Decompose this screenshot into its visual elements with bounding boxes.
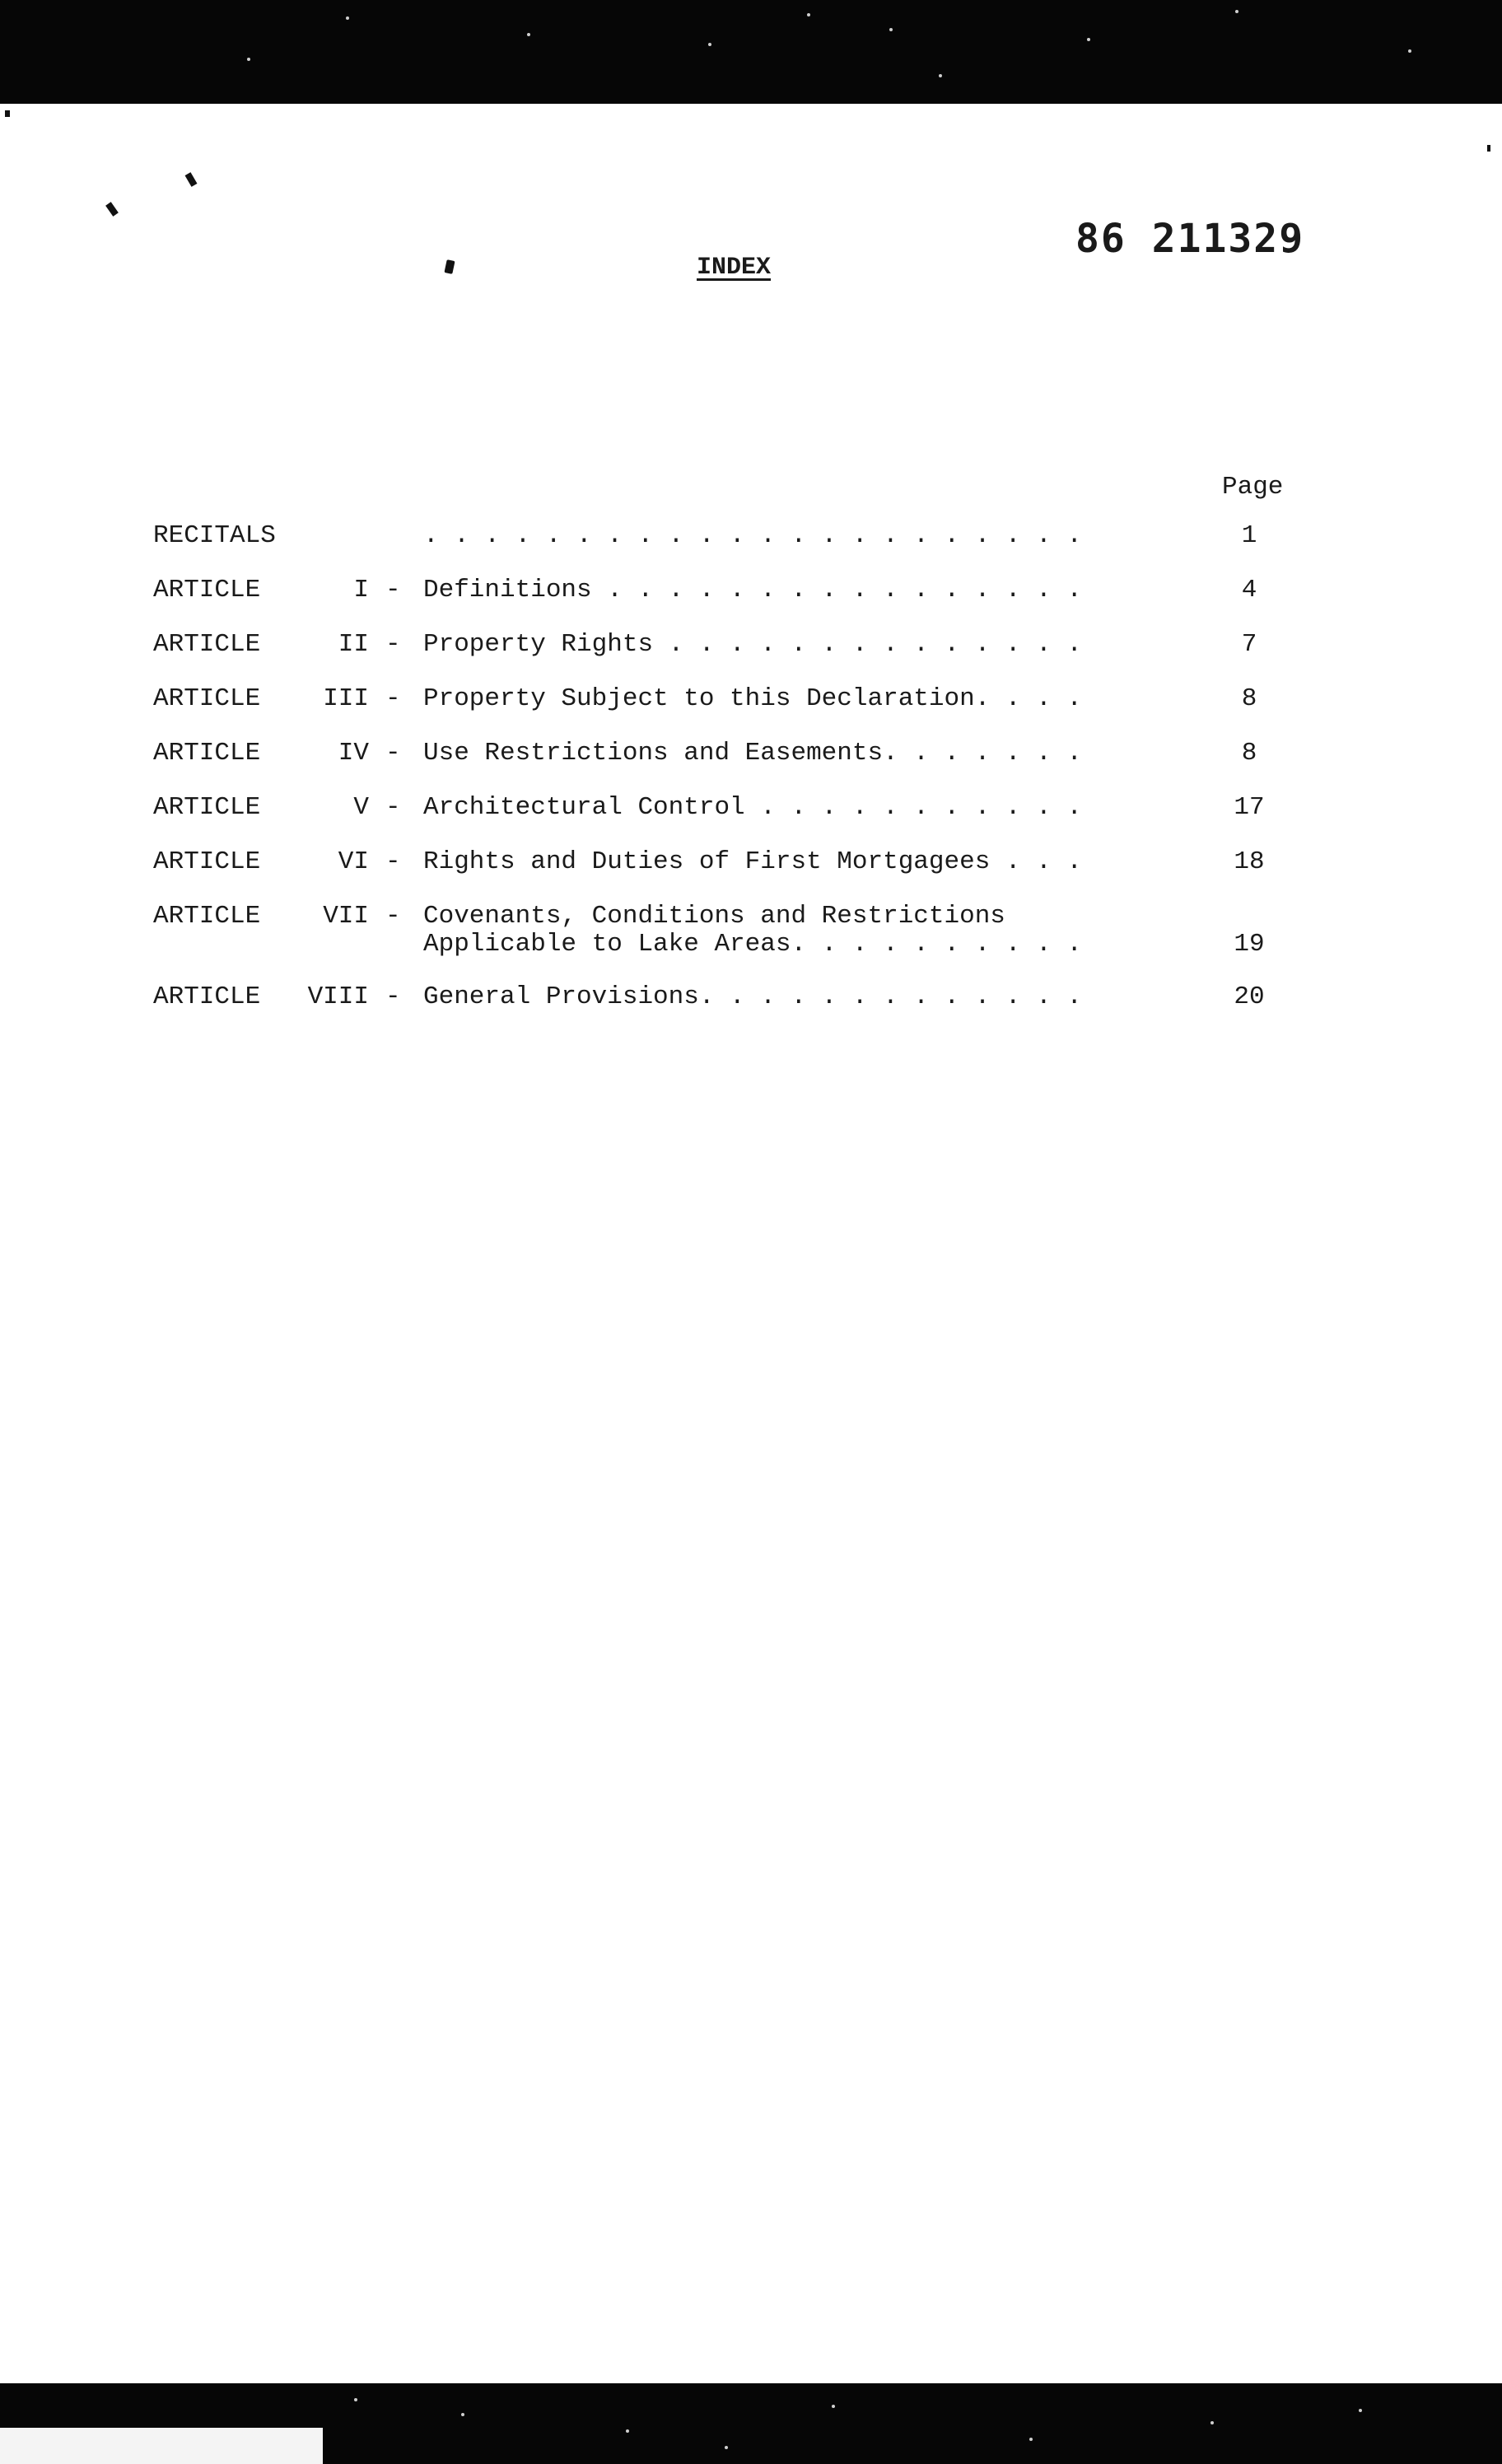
toc-dash: - <box>385 847 401 876</box>
toc-article-numeral: II <box>338 630 369 659</box>
toc-dash: - <box>385 630 401 659</box>
toc-label: ARTICLE <box>153 684 261 713</box>
toc-title: Covenants, Conditions and Restrictions Applicable to Lake Areas. . . . . . . . . . <box>423 902 1082 959</box>
toc-label: ARTICLE <box>153 793 261 822</box>
record-number: 86 211329 <box>1075 216 1305 262</box>
toc-title: Property Subject to this Declaration. . . . <box>423 684 1082 713</box>
scan-speck <box>346 16 349 20</box>
scan-speck <box>1359 2409 1362 2412</box>
toc-title: Definitions . . . . . . . . . . . . . . . . <box>423 576 1082 604</box>
scan-speck <box>1210 2421 1214 2424</box>
toc-article-numeral: VIII <box>307 982 369 1011</box>
toc-article-numeral: III <box>323 684 369 713</box>
toc-page-number: 18 <box>1234 847 1265 876</box>
toc-page-number: 7 <box>1241 630 1257 659</box>
margin-tick-mark <box>105 202 119 217</box>
toc-label: ARTICLE <box>153 739 261 768</box>
toc-page-number: 19 <box>1234 930 1265 959</box>
scan-border-top <box>0 0 1502 104</box>
toc-title: General Provisions. . . . . . . . . . . . . <box>423 982 1082 1011</box>
toc-label: ARTICLE <box>153 847 261 876</box>
margin-tick-mark <box>5 110 10 117</box>
toc-label: ARTICLE <box>153 576 261 604</box>
toc-title: Property Rights . . . . . . . . . . . . . . <box>423 630 1082 659</box>
scan-speck <box>1235 10 1238 13</box>
toc-article-numeral: IV <box>338 739 369 768</box>
bullet-mark <box>444 259 455 274</box>
toc-page-number: 4 <box>1241 576 1257 604</box>
scan-speck <box>461 2413 464 2416</box>
toc-dash: - <box>385 793 401 822</box>
scan-speck <box>708 43 711 46</box>
scan-speck <box>832 2405 835 2408</box>
toc-dash: - <box>385 576 401 604</box>
toc-title: Rights and Duties of First Mortgagees . . . <box>423 847 1082 876</box>
scan-speck <box>1087 38 1090 41</box>
toc-dash: - <box>385 739 401 768</box>
page-column-header: Page <box>1222 473 1284 502</box>
toc-title: . . . . . . . . . . . . . . . . . . . . . . <box>423 521 1082 550</box>
toc-article-numeral: VI <box>338 847 369 876</box>
toc-article-numeral: V <box>353 793 369 822</box>
toc-dash: - <box>385 684 401 713</box>
scan-speck <box>725 2446 728 2449</box>
scan-speck <box>889 28 893 31</box>
toc-page-number: 17 <box>1234 793 1265 822</box>
scan-speck <box>807 13 810 16</box>
toc-page-number: 1 <box>1241 521 1257 550</box>
scan-speck <box>626 2429 629 2433</box>
scan-speck <box>247 58 250 61</box>
margin-tick-mark <box>1487 145 1490 152</box>
toc-label: ARTICLE <box>153 902 261 931</box>
toc-label: ARTICLE <box>153 630 261 659</box>
toc-dash: - <box>385 902 401 931</box>
toc-dash: - <box>385 982 401 1011</box>
toc-page-number: 8 <box>1241 739 1257 768</box>
scan-speck <box>1029 2438 1033 2441</box>
toc-page-number: 8 <box>1241 684 1257 713</box>
scan-speck <box>527 33 530 36</box>
scan-speck <box>1408 49 1411 53</box>
toc-page-number: 20 <box>1234 982 1265 1011</box>
margin-tick-mark <box>185 172 198 187</box>
scan-speck <box>354 2398 357 2401</box>
scan-paper-edge <box>0 2428 323 2464</box>
scan-speck <box>939 74 942 77</box>
toc-article-numeral: I <box>353 576 369 604</box>
toc-title: Use Restrictions and Easements. . . . . . . <box>423 739 1082 768</box>
toc-article-numeral: VII <box>323 902 369 931</box>
scan-border-bottom <box>0 2383 1502 2464</box>
toc-label: RECITALS <box>153 521 276 550</box>
toc-title: Architectural Control . . . . . . . . . . . <box>423 793 1082 822</box>
toc-label: ARTICLE <box>153 982 261 1011</box>
page-title: INDEX <box>697 254 772 282</box>
